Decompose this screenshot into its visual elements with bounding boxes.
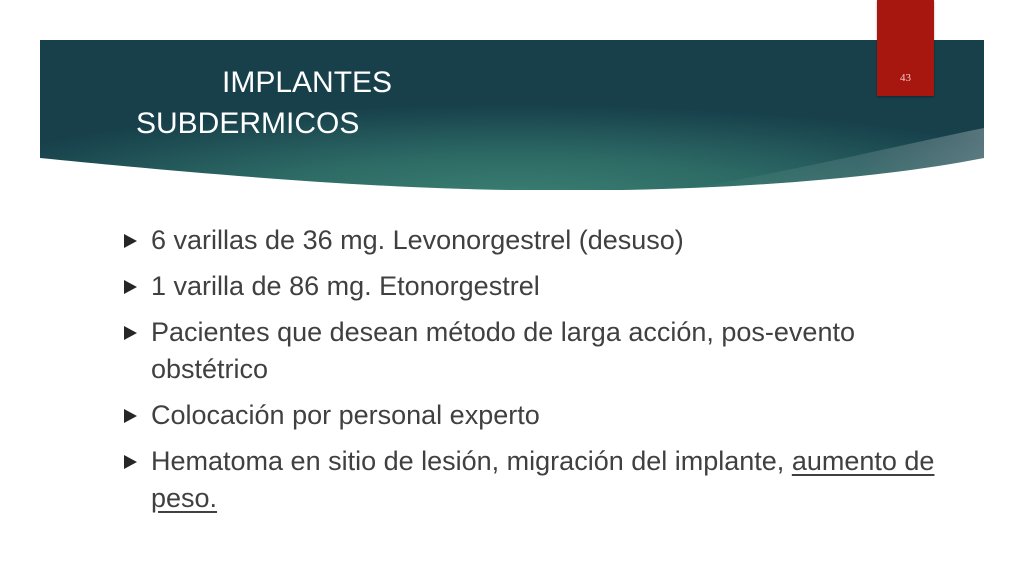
triangle-right-icon xyxy=(124,326,137,340)
bullet-text: 6 varillas de 36 mg. Levonorgestrel (desuso) xyxy=(151,225,684,255)
bullet-text: Colocación por personal experto xyxy=(151,400,540,430)
slide-title-line-1: IMPLANTES xyxy=(222,66,393,99)
triangle-right-icon xyxy=(124,409,137,423)
triangle-right-icon xyxy=(124,234,137,248)
bullet-item xyxy=(120,268,940,305)
bullet-list xyxy=(120,222,940,526)
triangle-right-icon xyxy=(124,455,137,469)
page-number-tab xyxy=(877,0,934,96)
bullet-item xyxy=(120,443,940,517)
triangle-right-icon xyxy=(124,280,137,294)
bullet-text: Pacientes que desean método de larga acción, pos-evento obstétrico xyxy=(151,317,855,384)
bullet-item xyxy=(120,222,940,259)
bullet-item xyxy=(120,397,940,434)
title-band xyxy=(40,40,984,190)
slide-title xyxy=(40,40,984,190)
page-number: 43 xyxy=(900,72,911,84)
slide-title-line-2: SUBDERMICOS xyxy=(136,107,360,140)
bullet-text-underlined: aumento de peso. xyxy=(151,446,935,513)
bullet-item xyxy=(120,314,940,388)
bullet-text: 1 varilla de 86 mg. Etonorgestrel xyxy=(151,271,540,301)
bullet-text: Hematoma en sitio de lesión, migración del implante, xyxy=(151,446,792,476)
